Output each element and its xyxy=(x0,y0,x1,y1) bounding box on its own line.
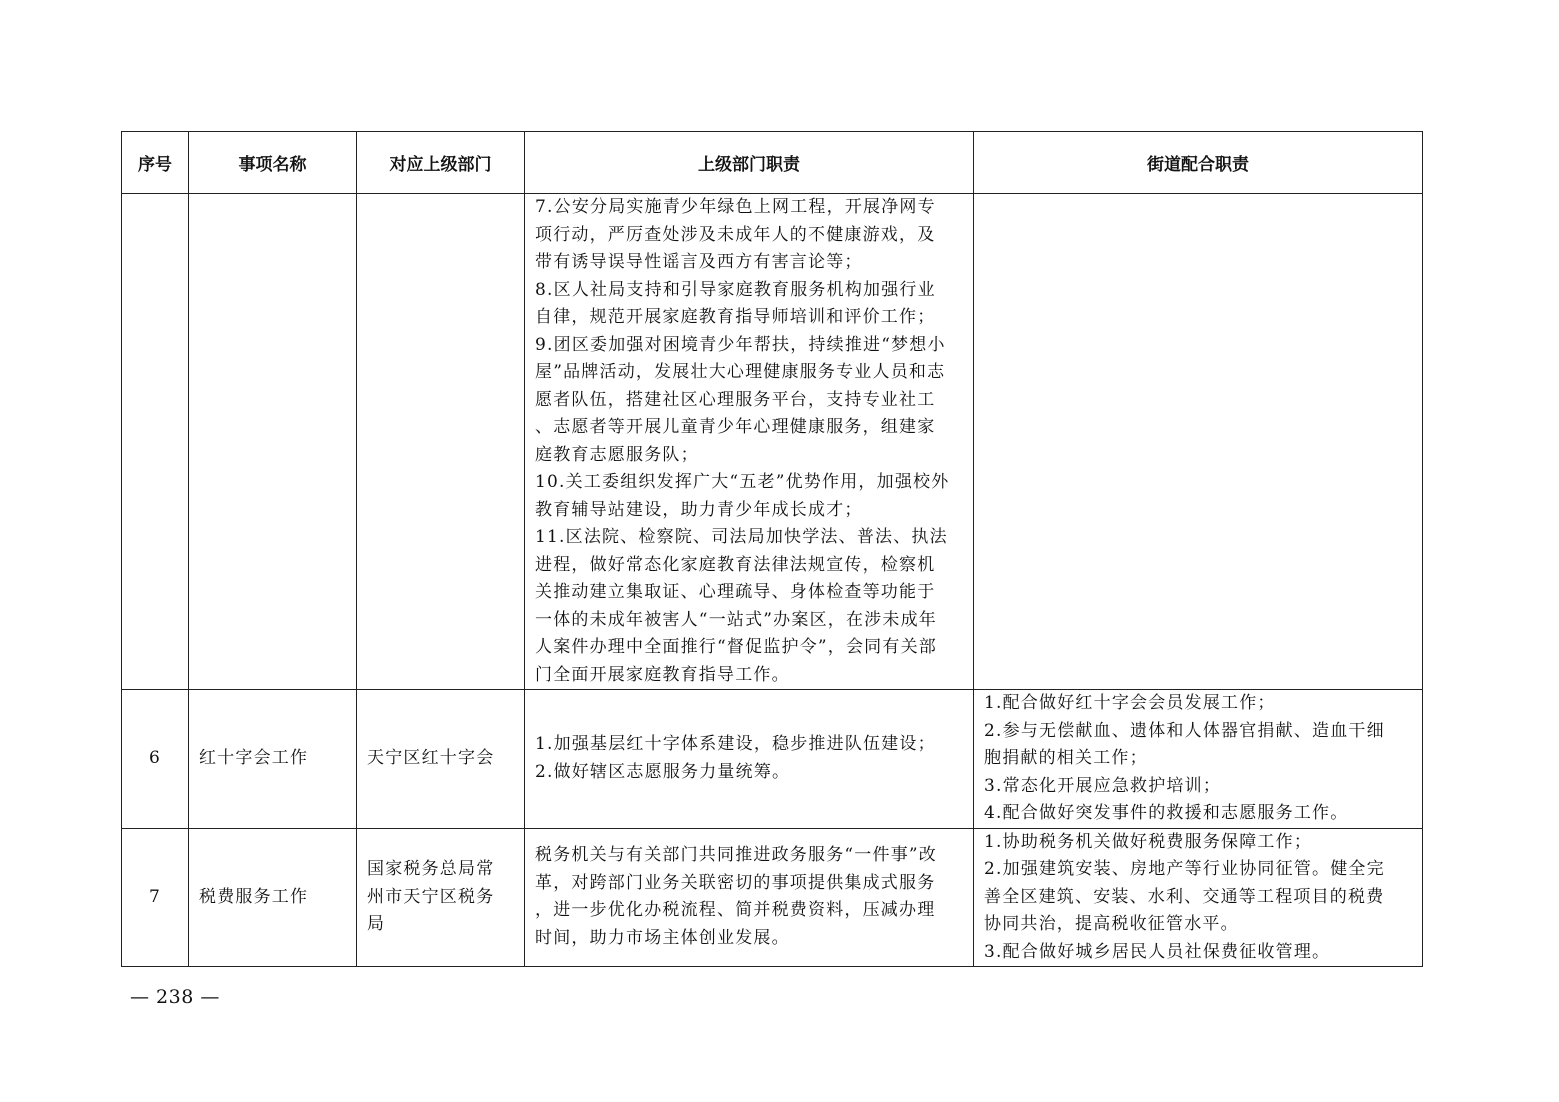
duty-line: 协同共治，提高税收征管水平。 xyxy=(984,914,1239,934)
duty-line: 教育辅导站建设，助力青少年成长成才； xyxy=(535,499,863,520)
duty-line: 7.公安分局实施青少年绿色上网工程，开展净网专 xyxy=(535,197,936,217)
duty-line: 3.常态化开展应急救护培训； xyxy=(984,775,1222,796)
upper-duty xyxy=(525,828,974,967)
duty-line: 带有诱导误导性谣言及西方有害言论等； xyxy=(535,252,863,272)
table-row xyxy=(122,690,1423,829)
upper-dept xyxy=(357,194,525,690)
upper-dept xyxy=(357,690,525,829)
duty-line: 2.做好辖区志愿服务力量统筹。 xyxy=(535,761,791,782)
duty-line: 1.协助税务机关做好税费服务保障工作； xyxy=(984,831,1313,852)
duty-line: 10.关工委组织发挥广大“五老”优势作用，加强校外 xyxy=(535,472,950,492)
table-header-row xyxy=(122,132,1423,194)
dept-line: 局 xyxy=(367,914,386,934)
responsibility-table xyxy=(121,131,1423,967)
duty-line: 1.配合做好红十字会会员发展工作； xyxy=(984,693,1276,713)
header-no: 序号 xyxy=(122,132,189,194)
upper-duty xyxy=(525,194,974,690)
duty-line: 9.团区委加强对困境青少年帮扶，持续推进“梦想小 xyxy=(535,334,946,355)
duty-line: 项行动，严厉查处涉及未成年人的不健康游戏，及 xyxy=(535,224,936,245)
duty-line: 8.区人社局支持和引导家庭教育服务机构加强行业 xyxy=(535,279,936,300)
duty-line: 4.配合做好突发事件的救援和志愿服务工作。 xyxy=(984,803,1349,823)
duty-line: 时间，助力市场主体创业发展。 xyxy=(535,927,790,948)
duty-line: 胞捐献的相关工作； xyxy=(984,748,1148,768)
duty-line: 善全区建筑、安装、水利、交通等工程项目的税费 xyxy=(984,886,1385,907)
row-number: 6 xyxy=(122,690,189,829)
item-name: 税费服务工作 xyxy=(189,828,357,967)
duty-line: 进程，做好常态化家庭教育法律法规宣传，检察机 xyxy=(535,554,936,575)
upper-dept xyxy=(357,828,525,967)
dept-line: 国家税务总局常 xyxy=(367,859,495,879)
duty-line: 自律，规范开展家庭教育指导师培训和评价工作； xyxy=(535,307,936,327)
header-item-name: 事项名称 xyxy=(189,132,357,194)
dept-line: 州市天宁区税务 xyxy=(367,886,495,907)
duty-line: 税务机关与有关部门共同推进政务服务“一件事”改 xyxy=(535,845,937,866)
street-duty xyxy=(974,828,1423,967)
duty-line: 人案件办理中全面推行“督促监护令”，会同有关部 xyxy=(535,637,937,657)
dept-line: 天宁区红十字会 xyxy=(367,748,495,768)
row-number: 7 xyxy=(122,828,189,967)
duty-line: 2.参与无偿献血、遗体和人体器官捐献、造血干细 xyxy=(984,720,1385,741)
duty-line: 愿者队伍，搭建社区心理服务平台，支持专业社工 xyxy=(535,389,936,410)
table-row xyxy=(122,194,1423,690)
street-duty xyxy=(974,194,1423,690)
street-duty xyxy=(974,690,1423,829)
duty-line: 1.加强基层红十字体系建设，稳步推进队伍建设； xyxy=(535,734,936,755)
page-number: — 238 — xyxy=(130,986,220,1008)
duty-line: 庭教育志愿服务队； xyxy=(535,444,699,465)
duty-line: ，进一步优化办税流程、简并税费资料，压减办理 xyxy=(535,900,936,921)
duty-line: 11.区法院、检察院、司法局加快学法、普法、执法 xyxy=(535,527,948,547)
duty-line: 门全面开展家庭教育指导工作。 xyxy=(535,664,790,685)
table-row xyxy=(122,828,1423,967)
header-upper-dept: 对应上级部门 xyxy=(357,132,525,194)
duty-line: 3.配合做好城乡居民人员社保费征收管理。 xyxy=(984,941,1331,962)
duty-line: 一体的未成年被害人“一站式”办案区，在涉未成年 xyxy=(535,609,937,630)
item-name: 红十字会工作 xyxy=(189,690,357,829)
duty-line: 革，对跨部门业务关联密切的事项提供集成式服务 xyxy=(535,872,936,893)
row-number xyxy=(122,194,189,690)
duty-line: 屋”品牌活动，发展壮大心理健康服务专业人员和志 xyxy=(535,362,946,382)
header-street-duty: 街道配合职责 xyxy=(974,132,1423,194)
duty-line: 2.加强建筑安装、房地产等行业协同征管。健全完 xyxy=(984,859,1385,879)
header-upper-duty: 上级部门职责 xyxy=(525,132,974,194)
upper-duty xyxy=(525,690,974,829)
duty-line: 、志愿者等开展儿童青少年心理健康服务，组建家 xyxy=(535,417,936,437)
item-name xyxy=(189,194,357,690)
duty-line: 关推动建立集取证、心理疏导、身体检查等功能于 xyxy=(535,582,936,602)
